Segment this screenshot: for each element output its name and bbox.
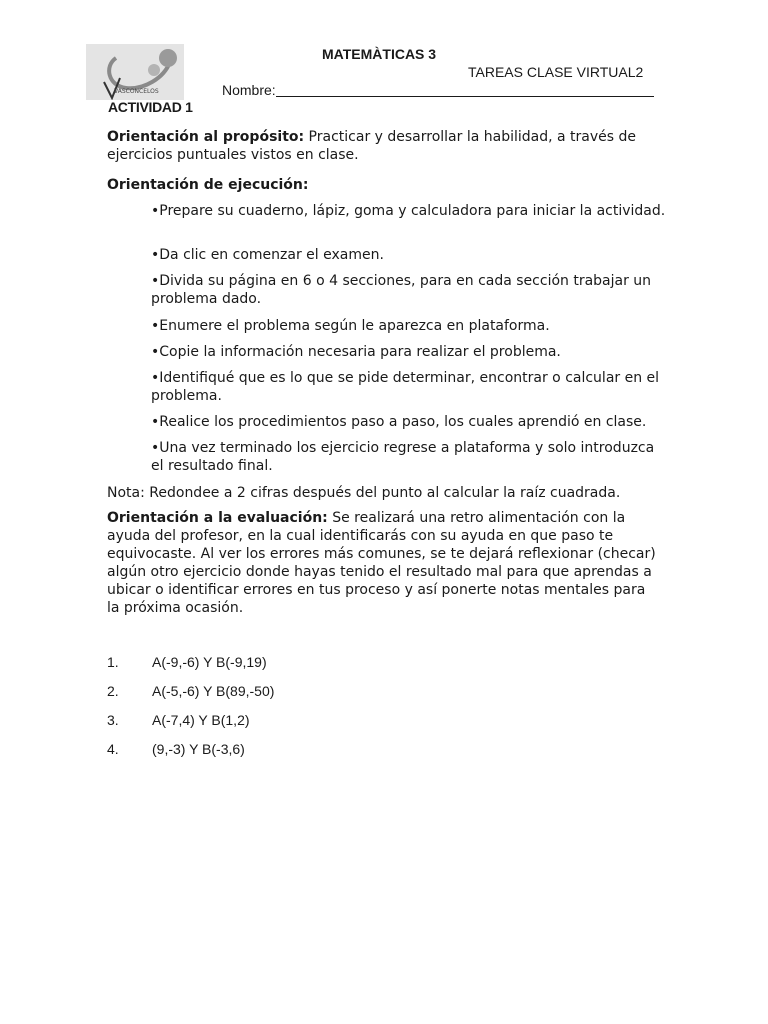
execution-heading: [107, 176, 662, 194]
activity-heading: ACTIVIDAD 1: [108, 99, 193, 115]
execution-step: •Prepare su cuaderno, lápiz, goma y calculadora para iniciar la actividad.: [151, 203, 666, 219]
problem-item: [107, 683, 274, 699]
execution-step: •Enumere el problema según le aparezca en plataforma.: [151, 318, 550, 334]
problem-text: A(-9,-6) Y B(-9,19): [152, 654, 267, 670]
logo-text: VASCONCELOS: [114, 88, 159, 95]
school-logo: [86, 44, 184, 100]
name-field: [222, 82, 654, 98]
problem-number: 2.: [107, 683, 119, 699]
execution-step: •Identifiqué que es lo que se pide determinar, encontrar o calcular en el problema.: [151, 370, 660, 404]
purpose-label: Orientación al propósito:: [107, 129, 305, 145]
problem-text: A(-7,4) Y B(1,2): [152, 712, 250, 728]
execution-label: Orientación de ejecución:: [107, 177, 309, 193]
execution-step: •Realice los procedimientos paso a paso, los cuales aprendió en clase.: [151, 414, 647, 430]
evaluation-paragraph: [107, 509, 662, 617]
name-label: Nombre:: [222, 82, 276, 98]
problem-number: 1.: [107, 654, 119, 670]
purpose-text: Practicar y desarrollar la habilidad, a través de ejercicios puntuales vistos en clase.: [107, 129, 637, 163]
document-title: MATEMÀTICAS 3: [322, 46, 437, 62]
purpose-paragraph: [107, 128, 662, 164]
problem-text: (9,-3) Y B(-3,6): [152, 741, 245, 757]
execution-step: •Una vez terminado los ejercicio regrese a plataforma y solo introduzca el resultado final.: [151, 440, 655, 474]
problem-item: [107, 741, 245, 757]
document-subtitle: TAREAS CLASE VIRTUAL2: [468, 64, 644, 80]
problem-text: A(-5,-6) Y B(89,-50): [152, 683, 275, 699]
evaluation-label: Orientación a la evaluación:: [107, 510, 328, 526]
evaluation-text: Se realizará una retro alimentación con la ayuda del profesor, en la cual identificarás con su ayuda en que paso te equivocaste. Al ver los errores más comunes, se te dejará reflexionar (checar) algún otro ejercicio donde hayas tenido el resultado mal para que aprendas a ubicar o identificar errores en tus proceso y así ponerte notas mentales para la próxima ocasión.: [107, 510, 656, 616]
name-blank-line: [276, 82, 654, 97]
execution-step: •Da clic en comenzar el examen.: [151, 247, 384, 263]
problem-item: [107, 712, 250, 728]
rounding-note: Nota: Redondee a 2 cifras después del punto al calcular la raíz cuadrada.: [107, 485, 621, 501]
problem-item: [107, 654, 267, 670]
problem-number: 4.: [107, 741, 119, 757]
problem-number: 3.: [107, 712, 119, 728]
execution-step: •Copie la información necesaria para realizar el problema.: [151, 344, 561, 360]
execution-step: •Divida su página en 6 o 4 secciones, para en cada sección trabajar un problema dado.: [151, 273, 652, 307]
